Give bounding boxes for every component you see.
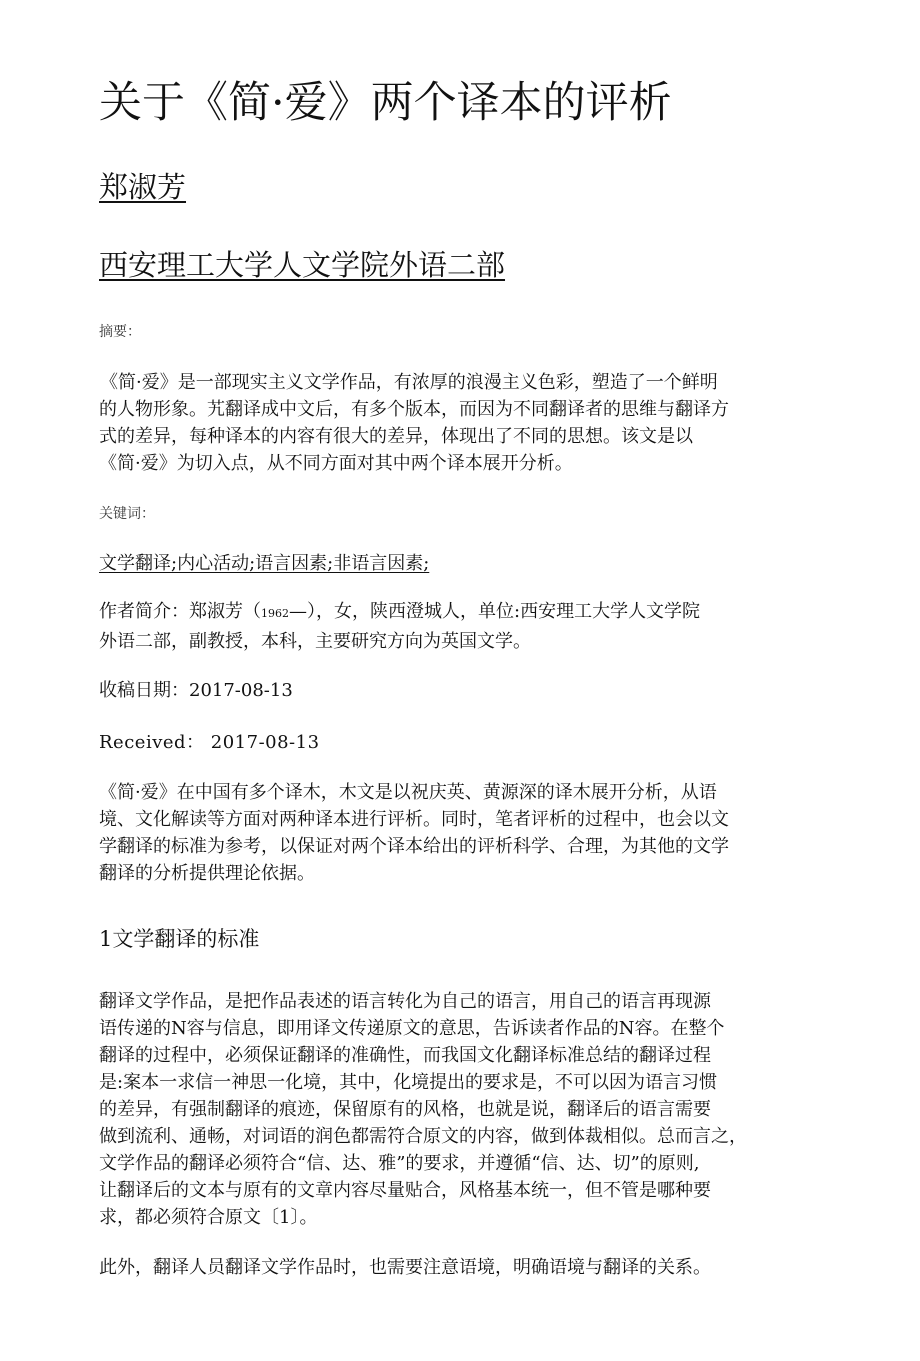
section-1-line: 是:案本一求信一神思一化境，其中，化境提出的要求是，不可以因为语言习惯 (99, 1072, 718, 1093)
author-bio-suffix: —），女，陕西澄城人，单位:西安理工大学人文学院 (289, 601, 701, 622)
abstract-body (99, 369, 811, 477)
abstract-line: 的人物形象。艽翻译成中文后，有多个版本，而因为不同翻译者的思维与翻译方 (99, 399, 729, 420)
received-date-en: Received： 2017-08-13 (99, 732, 320, 753)
section-1-line: 的差异，有强制翻译的痕迹，保留原有的风格，也就是说，翻译后的语言需要 (99, 1099, 711, 1120)
received-date-cn: 收稿日期：2017-08-13 (99, 680, 293, 701)
section-heading-1: 1文学翻译的标准 (99, 927, 260, 951)
paper-title: 关于《简·爱》两个译本的评析 (99, 78, 672, 128)
section-1-line: 让翻译后的文本与原有的文章内容尽量贴合，风格基本统一，但不管是哪种要 (99, 1180, 711, 1201)
author-name[interactable]: 郑淑芳 (99, 170, 187, 204)
intro-line: 《简·爱》在中国有多个译木，木文是以祝庆英、黄源深的译木展开分析，从语 (99, 782, 717, 803)
section-1-line: 做到流利、通畅，对词语的润色都需符合原文的内容，做到体裁相似。总而言之， (99, 1126, 747, 1147)
keywords-list[interactable]: 文学翻译;内心活动;语言因素;非语言因素; (99, 553, 430, 574)
abstract-line: 《简·爱》为切入点，从不同方面对其中两个译本展开分析。 (99, 453, 573, 474)
section-1-paragraph-1 (99, 988, 747, 1231)
section-1-line: 语传递的N容与信息，即用译文传递原文的意思，告诉读者作品的N容。在整个 (99, 1018, 725, 1039)
intro-line: 学翻译的标准为参考，以保证对两个译本给出的评析科学、合理，为其他的文学 (99, 836, 729, 857)
section-1-paragraph-2: 此外，翻译人员翻译文学作品时，也需要注意语境，明确语境与翻译的关系。 (99, 1257, 711, 1278)
author-bio-line-2: 外语二部，副教授，本科，主要研究方向为英国文学。 (99, 631, 531, 652)
abstract-line: 《简·爱》是一部现实主义文学作品，有浓厚的浪漫主义色彩，塑造了一个鲜明 (100, 372, 718, 393)
section-1-line: 翻译的过程中，必须保证翻译的准确性，而我国文化翻译标准总结的翻译过程 (99, 1045, 711, 1066)
birth-year: 1962 (261, 607, 289, 620)
author-bio (99, 598, 700, 656)
author-bio-line-1 (99, 598, 700, 628)
abstract-line: 式的差异，每种译本的内容有很大的差异，体现出了不同的思想。该文是以 (99, 426, 693, 447)
section-1-line: 翻译文学作品，是把作品表述的语言转化为自己的语言，用自己的语言再现源 (99, 991, 711, 1012)
intro-line: 翻译的分析提供理论依据。 (99, 863, 315, 884)
author-affiliation[interactable]: 西安理工大学人文学院外语二部 (99, 248, 506, 282)
intro-paragraph (99, 779, 729, 887)
section-1-line: 求，都必须符合原文〔1〕。 (99, 1207, 318, 1228)
abstract-label: 摘要： (99, 324, 141, 340)
section-1-line: 文学作品的翻译必须符合“信、达、雅”的要求，并遵循“信、达、切”的原则, (99, 1153, 700, 1174)
author-bio-prefix: 作者简介：郑淑芳（ (99, 601, 261, 622)
keywords-label: 关键词： (99, 506, 155, 522)
intro-line: 境、文化解读等方面对两种译本进行评析。同时，笔者评析的过程中，也会以文 (99, 809, 729, 830)
